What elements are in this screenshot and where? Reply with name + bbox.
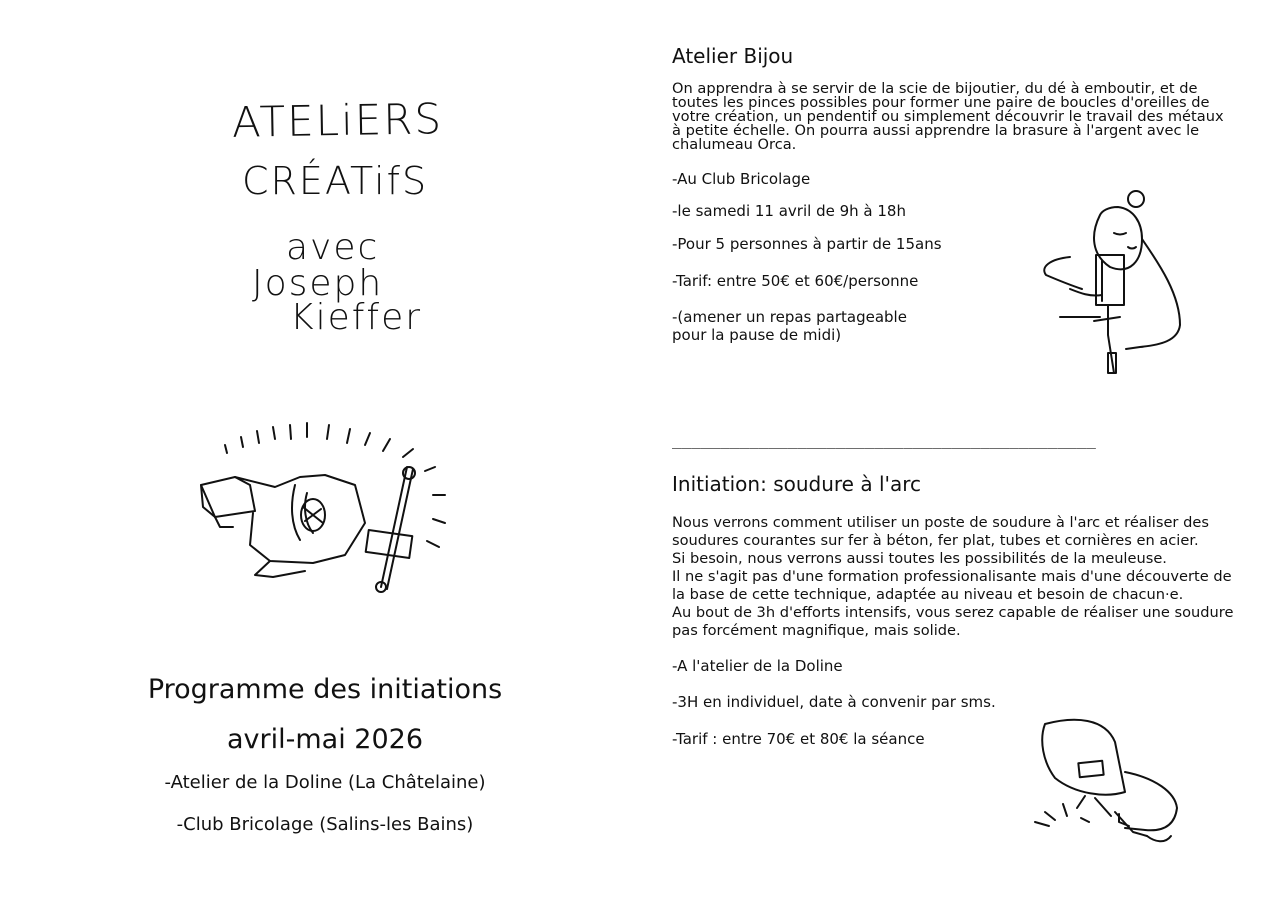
soudure-line: soudures courantes sur fer à béton, fer plat, tubes et cornières en acier. xyxy=(672,532,1199,549)
soudure-place: -A l'atelier de la Doline xyxy=(672,657,843,675)
handwritten-title-line-4: Joseph xyxy=(252,263,384,304)
soudure-title: Initiation: soudure à l'arc xyxy=(672,472,922,496)
soudure-line: Si besoin, nous verrons aussi toutes les possibilités de la meuleuse. xyxy=(672,550,1167,567)
bijou-people: -Pour 5 personnes à partir de 15ans xyxy=(672,235,942,253)
bijou-title: Atelier Bijou xyxy=(672,44,794,68)
soudure-description xyxy=(672,514,1242,640)
bijou-price: -Tarif: entre 50€ et 60€/personne xyxy=(672,272,919,290)
bijou-place: -Au Club Bricolage xyxy=(672,170,811,188)
handwritten-title-line-1: ATELiERS xyxy=(231,94,444,147)
program-dates: avril-mai 2026 xyxy=(226,724,423,755)
bijou-meal-line-2: pour la pause de midi) xyxy=(672,326,842,344)
soudure-line: la base de cette technique, adaptée au niveau et besoin de chacun·e. xyxy=(672,586,1184,603)
location-1: -Atelier de la Doline (La Châtelaine) xyxy=(164,772,486,793)
soudure-line: Nous verrons comment utiliser un poste de soudure à l'arc et réaliser des xyxy=(672,514,1209,531)
jeweler-saw-drawing-icon xyxy=(1030,185,1195,380)
bijou-meal-line-1: -(amener un repas partageable xyxy=(672,308,907,326)
vise-drawing-icon xyxy=(195,415,475,605)
program-title: Programme des initiations xyxy=(147,674,503,705)
separator-line: ____________________________________________ xyxy=(672,430,1096,449)
soudure-price: -Tarif : entre 70€ et 80€ la séance xyxy=(672,730,925,748)
soudure-line: pas forcément magnifique, mais solide. xyxy=(672,622,961,639)
handwritten-title-line-3: avec xyxy=(286,227,380,268)
soudure-line: Il ne s'agit pas d'une formation professionalisante mais d'une découverte de xyxy=(672,568,1232,585)
soudure-duration: -3H en individuel, date à convenir par sms. xyxy=(672,693,996,711)
soudure-line: Au bout de 3h d'efforts intensifs, vous serez capable de réaliser une soudure xyxy=(672,604,1234,621)
bijou-description: On apprendra à se servir de la scie de bijoutier, du dé à emboutir, et de toutes les pinces possibles pour former une paire de boucles d'oreilles de votre création, un pendentif ou simplement découvrir le travail des métaux à petite échelle. On pourra aussi apprendre la brasure à l'argent avec le chalumeau Orca. xyxy=(672,80,1224,153)
handwritten-title-line-2: CRÉATifS xyxy=(242,159,429,203)
right-page xyxy=(640,0,1280,905)
location-2: -Club Bricolage (Salins-les Bains) xyxy=(176,814,474,835)
welder-drawing-icon xyxy=(1015,712,1195,852)
bijou-meal xyxy=(672,308,907,344)
handwritten-title-line-5: Kieffer xyxy=(290,297,423,338)
bijou-date: -le samedi 11 avril de 9h à 18h xyxy=(672,202,906,220)
